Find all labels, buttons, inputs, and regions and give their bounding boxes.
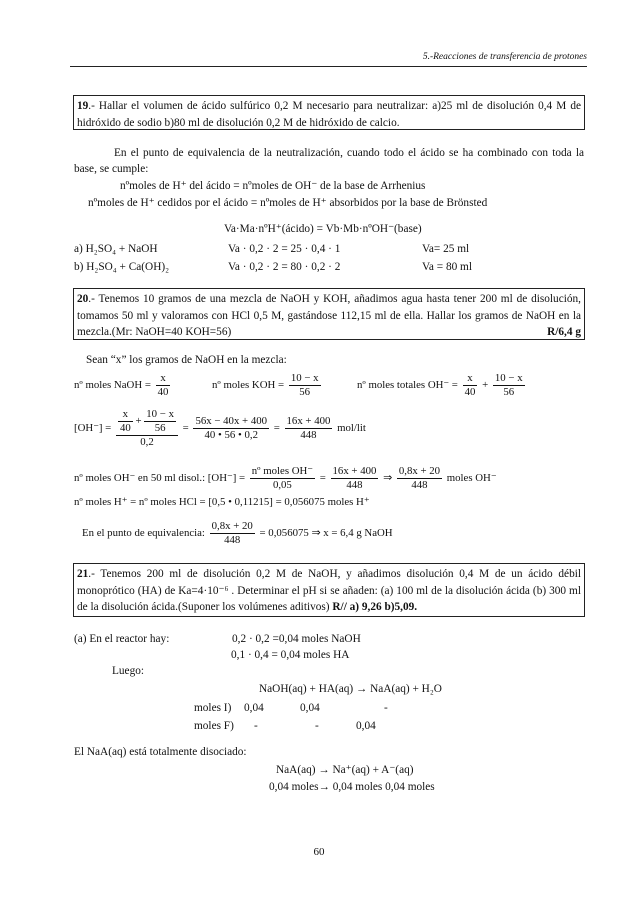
problem-20-number: 20 <box>77 293 89 305</box>
p21-dissoc-moles: 0,04 moles→ 0,04 moles 0,04 moles <box>269 781 435 793</box>
frac-den: 448 <box>346 479 363 491</box>
p21-a-line1: 0,2 · 0,2 =0,04 moles NaOH <box>232 633 361 645</box>
p20-h-moles-line: nº moles H⁺ = nº moles HCl = [0,5 • 0,11215] = 0,056075 moles H⁺ <box>74 496 370 508</box>
oh50-unit: moles OH⁻ <box>446 471 497 484</box>
p21-row-initial-naa: - <box>384 702 388 714</box>
p19-b-result: Va = 80 ml <box>422 261 472 273</box>
frac-den: 448 <box>224 534 241 546</box>
p21-dissoc-reaction: NaA(aq) → Na⁺(aq) + A⁻(aq) <box>276 764 414 776</box>
frac-den: 40 • 56 • 0,2 <box>204 429 258 441</box>
moles-koh-label: nº moles KOH = <box>212 378 285 391</box>
p21-row-initial-label: moles I) <box>194 702 232 714</box>
p21-a-label: (a) En el reactor hay: <box>74 633 170 645</box>
problem-19-box <box>73 95 585 130</box>
frac-a <box>463 372 478 399</box>
plus-sign: + <box>482 378 489 391</box>
p19-a-calc: Va · 0,2 · 2 = 25 · 0,4 · 1 <box>228 243 341 255</box>
p21-row-final-ha: - <box>315 720 319 732</box>
p21-luego: Luego: <box>112 665 144 677</box>
p20-moles-koh <box>212 372 323 399</box>
frac-num: nº moles OH⁻ <box>251 465 314 477</box>
inner-frac-a <box>118 408 133 435</box>
problem-19-statement: .- Hallar el volumen de ácido sulfúrico 0,2 M necesario para neutralizar: a)25 ml de disolución 0,4 M de hidróxido de sodio b)80 ml de disolución 0,2 M de hidróxido de calcio. <box>77 100 581 129</box>
inner-frac-b <box>144 408 176 435</box>
p21-reaction: NaOH(aq) + HA(aq) → NaA(aq) + H₂O <box>259 683 442 695</box>
p19-b-label: b) H₂SO₄ + Ca(OH)₂ <box>74 261 170 273</box>
p19-eq-arrhenius: nºmoles de H⁺ del ácido = nºmoles de OH⁻ de la base de Arrhenius <box>120 180 426 192</box>
p20-moles-total-oh <box>357 372 527 399</box>
frac-den: 0,2 <box>140 436 154 448</box>
p21-row-final-label: moles F) <box>194 720 234 732</box>
p19-eq-bronsted: nºmoles de H⁺ cedidos por el ácido = nºmoles de H⁺ absorbidos por la base de Brönsted <box>88 197 488 209</box>
p21-row-initial-ha: 0,04 <box>300 702 320 714</box>
p20-equivalence <box>82 520 393 547</box>
p19-intro: En el punto de equivalencia de la neutralización, cuando todo el ácido se ha combinado con toda la base, se cumple: <box>74 147 584 175</box>
oh50-frac-c <box>397 465 442 492</box>
p21-row-final-naa: 0,04 <box>356 720 376 732</box>
problem-20-answer: R/6,4 g <box>547 326 581 338</box>
frac-num: 16x + 400 <box>286 415 331 427</box>
frac-num: x <box>156 372 171 386</box>
p20-oh-concentration: [OH⁻] = $\frac{x}{40}$ + $\frac{10 - x}{56}$ 0,2 = $\frac{56x - 40x + 400}{40 • 56 • 0,2}$ = $\frac{16x + 400}{448}$ mol/lit <box>74 408 366 448</box>
frac-den: 40 <box>119 422 131 434</box>
frac-num: 0,8x + 20 <box>211 520 253 532</box>
conc-label: [OH⁻] = <box>74 421 112 434</box>
problem-20-box <box>73 288 585 340</box>
frac-den: 448 <box>411 479 428 491</box>
oh50-label: nº moles OH⁻ en 50 ml disol.: <box>74 471 206 484</box>
p20-intro: Sean “x” los gramos de NaOH en la mezcla: <box>86 354 287 366</box>
conc-unit: mol/lit <box>337 421 366 434</box>
frac-num: x <box>118 408 133 422</box>
frac-b <box>493 372 525 399</box>
moles-koh-fraction <box>289 372 321 399</box>
moles-naoh-fraction <box>156 372 171 399</box>
frac-den: 40 <box>157 386 169 398</box>
moles-naoh-label: nº moles NaOH = <box>74 378 151 391</box>
eqv-result: = 0,056075 ⇒ x = 6,4 g NaOH <box>259 526 393 539</box>
running-header: 5.-Reacciones de transferencia de protones <box>70 52 587 67</box>
problem-21-statement: .- Tenemos 200 ml de disolución 0,2 M de NaOH, y añadimos disolución 0,4 M de un ácido débil monoprótico (HA) de Ka=4·10⁻⁶ . Determinar el pH si se añaden: (a) 100 ml de la disolución ácida (b) 300 ml de la disolución ácida.(Suponer los volúmenes aditivos) <box>77 568 581 613</box>
problem-21-answer: R// a) 9,26 b)5,09. <box>332 601 418 613</box>
eqv-fraction <box>210 520 255 547</box>
page-number: 60 <box>313 846 325 858</box>
frac-num: 10 − x <box>146 408 174 420</box>
oh50-frac-b <box>331 465 379 492</box>
oh50-frac-a <box>250 465 315 492</box>
frac-num: x <box>463 372 478 386</box>
p19-b-calc: Va · 0,2 · 2 = 80 · 0,2 · 2 <box>228 261 341 273</box>
p19-a-label: a) H₂SO₄ + NaOH <box>74 243 158 255</box>
p21-dissoc-text: El NaA(aq) está totalmente disociado: <box>74 746 247 758</box>
frac-num: 56x − 40x + 400 <box>195 415 268 427</box>
frac-den: 56 <box>503 386 515 398</box>
conc-fraction-3 <box>285 415 333 442</box>
frac-den: 56 <box>299 386 311 398</box>
eqv-label: En el punto de equivalencia: <box>82 526 205 539</box>
p21-row-initial-naoh: 0,04 <box>244 702 264 714</box>
p19-formula: Va·Ma·nºH⁺(ácido) = Vb·Mb·nºOH⁻(base) <box>224 223 422 235</box>
frac-num: 16x + 400 <box>332 465 377 477</box>
p20-oh-in-50ml: nº moles OH⁻ en 50 ml disol.: [OH⁻] = $\frac{\text{nº moles OH⁻}}{0,05}$ = $\frac{16x + 400}{448}$ ⇒ $\frac{0,8x + 20}{448}$ moles OH⁻ <box>74 465 497 491</box>
frac-den: 40 <box>464 386 476 398</box>
moles-total-oh-label: nº moles totales OH⁻ = <box>357 378 458 391</box>
p19-a-result: Va= 25 ml <box>422 243 470 255</box>
p20-moles-naoh <box>74 372 172 399</box>
conc-compound-num: $\frac{x}{40}$ + $\frac{10 - x}{56}$ <box>116 408 178 436</box>
frac-den: 0,05 <box>272 479 292 491</box>
frac-den: 56 <box>154 422 166 434</box>
frac-num: 10 − x <box>290 372 319 384</box>
conc-compound-fraction <box>116 408 178 449</box>
problem-21-box <box>73 563 585 617</box>
frac-num: 10 − x <box>494 372 523 384</box>
conc-fraction-2 <box>193 415 269 442</box>
frac-num: 0,8x + 20 <box>398 465 441 477</box>
p21-row-final-naoh: - <box>254 720 258 732</box>
problem-19-number: 19 <box>77 100 89 112</box>
problem-20-statement: .- Tenemos 10 gramos de una mezcla de NaOH y KOH, añadimos agua hasta tener 200 ml de disolución, tomamos 50 ml y valoramos con HCl 0,5 M, gastándose 112,15 ml de ella. Hallar los gramos de NaOH en la mezcla.(Mr: NaOH=40 KOH=56) <box>77 293 581 338</box>
frac-den: 448 <box>300 429 317 441</box>
problem-21-number: 21 <box>77 568 89 580</box>
p21-a-line2: 0,1 · 0,4 = 0,04 moles HA <box>231 649 350 661</box>
